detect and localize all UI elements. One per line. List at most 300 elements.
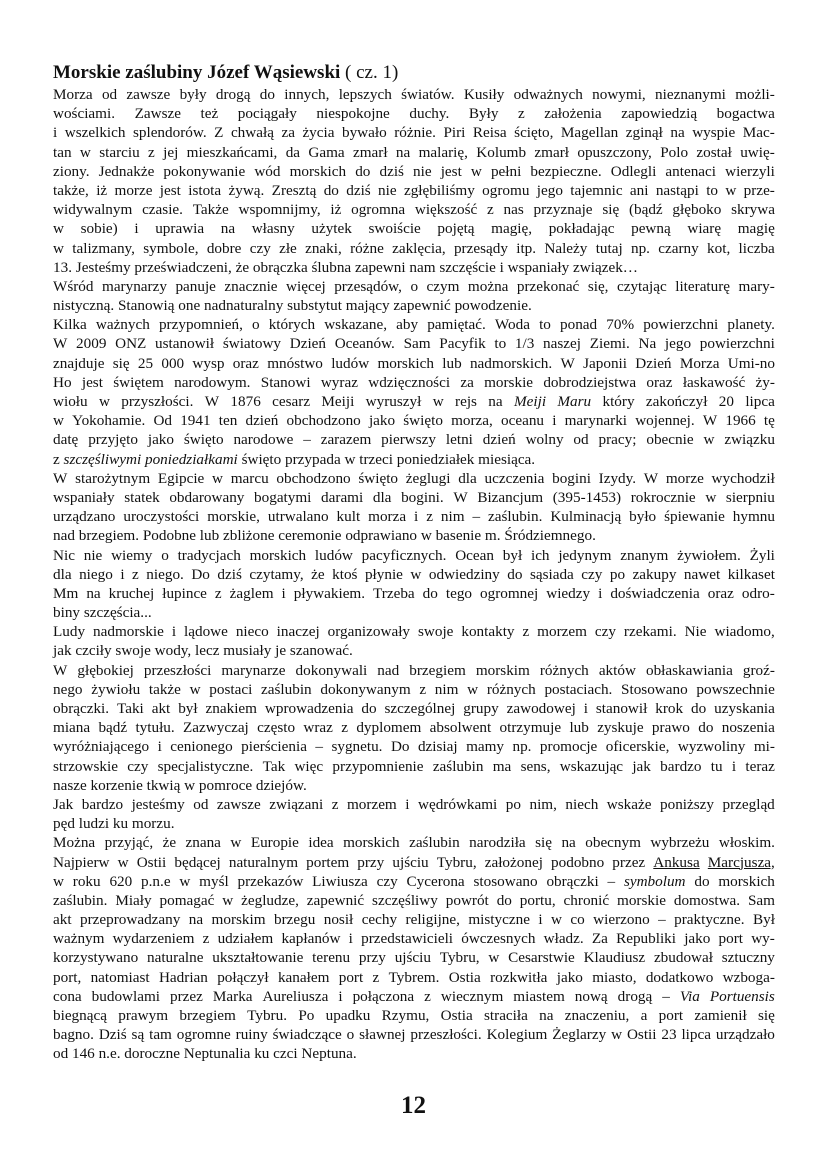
word: starciu: [99, 143, 140, 161]
word: cona: [53, 987, 82, 1005]
text-line: [53, 430, 775, 449]
word: zarazem: [320, 431, 372, 449]
word: Zazwyczaj: [183, 719, 249, 737]
word: i: [171, 623, 177, 641]
word: W: [53, 661, 68, 679]
word: przy: [357, 853, 385, 871]
word: morskie: [484, 373, 534, 391]
word: Meiji: [513, 393, 547, 410]
text-line: [53, 737, 775, 756]
word: było: [629, 508, 657, 526]
word: przesądów,: [334, 277, 402, 295]
page-number: 12: [401, 1092, 426, 1119]
word: Podobne: [142, 527, 196, 545]
word: iż: [96, 181, 108, 199]
word: 13.: [53, 258, 72, 276]
word: też: [200, 105, 219, 123]
word: Reisa: [472, 124, 507, 142]
word: zakupy: [632, 565, 677, 583]
word: dobre: [206, 239, 242, 257]
word: łaskawość: [682, 373, 746, 391]
word: naturalnym: [228, 853, 299, 871]
word: różnych: [486, 680, 536, 698]
word: zyskuje: [597, 719, 644, 737]
word: zaślubin: [409, 834, 460, 852]
word: rokrocznie: [630, 488, 696, 506]
word: podobno: [551, 853, 605, 871]
word: utrwalano: [267, 508, 329, 526]
word: na: [561, 834, 576, 852]
word: ludów: [331, 354, 370, 372]
word: od: [53, 1045, 69, 1063]
text-line: [53, 219, 775, 238]
word: na: [670, 124, 685, 142]
word: upadku: [325, 1007, 371, 1024]
word: Klaudiusz: [583, 949, 646, 967]
word: ży-: [755, 373, 775, 391]
word: Ostia: [440, 1007, 473, 1024]
word: 1941: [180, 412, 211, 430]
word: przekazów: [237, 872, 304, 890]
word: 25: [137, 354, 154, 372]
word: one: [178, 297, 201, 315]
word: talizmany,: [72, 239, 135, 257]
word: dziejów.: [255, 776, 307, 794]
word: wybrzeżu: [650, 834, 710, 852]
word: oceanu: [501, 412, 545, 430]
word: myśl: [199, 872, 229, 890]
word: czytamy,: [249, 565, 304, 583]
word: o: [346, 1026, 355, 1044]
word: Neptunalia: [183, 1045, 251, 1063]
word: odprawiano: [345, 527, 418, 545]
word: od: [101, 86, 118, 103]
word: z: [419, 680, 427, 698]
word: dokonywanym: [320, 680, 411, 698]
word: ani: [629, 181, 649, 199]
word: sztuczny: [721, 949, 775, 967]
word: Taki: [117, 700, 144, 717]
paragraph: [53, 315, 775, 469]
word: wyspie: [692, 124, 736, 142]
word: w: [189, 680, 201, 698]
word: ogromu: [482, 181, 530, 199]
word: Dzień: [635, 354, 672, 372]
word: większość: [414, 201, 478, 219]
word: cenionego: [170, 738, 233, 756]
text-line: [53, 987, 775, 1006]
word: prze-: [743, 181, 775, 199]
word: widywalnym: [53, 201, 133, 219]
word: Najpierw: [53, 853, 110, 871]
word: Kusiły: [463, 86, 505, 103]
word: noszenia: [721, 719, 775, 737]
text-line: [53, 239, 775, 258]
word: do: [507, 565, 523, 583]
word: naturalne: [146, 949, 204, 967]
word: sygnetu.: [331, 738, 383, 756]
word: wskazując: [559, 757, 624, 775]
word: kot,: [707, 239, 731, 257]
text-line: [53, 853, 775, 872]
word: zawsze: [216, 795, 261, 813]
word: portem: [306, 853, 350, 871]
text-line: [53, 181, 775, 200]
word: przypomnień,: [158, 316, 243, 334]
word: promocje: [539, 738, 598, 756]
word: –: [303, 431, 311, 449]
word: zaślubin.: [53, 891, 108, 909]
word: w: [53, 412, 64, 430]
word: chronić: [563, 891, 610, 909]
word: światów.: [401, 86, 455, 103]
word: i: [120, 565, 125, 583]
word: ich: [530, 546, 550, 564]
word: Żyli: [749, 546, 775, 564]
word: mnóstwo: [267, 354, 323, 372]
word: wiołu: [53, 393, 88, 410]
word: można: [467, 277, 509, 295]
word: wiedzy: [546, 584, 591, 602]
word: np.: [512, 738, 532, 756]
word: nistyczną.: [53, 297, 115, 315]
article-body: [53, 85, 775, 1064]
word: morskich: [249, 546, 307, 564]
word: wyraz: [320, 373, 358, 391]
word: cechy: [361, 911, 398, 929]
word: wyzwoliny: [677, 738, 746, 756]
word: różne: [350, 239, 384, 257]
word: za: [460, 373, 474, 391]
word: Gama: [308, 143, 345, 161]
word: w: [470, 162, 482, 180]
word: –: [658, 911, 666, 929]
paragraph: [53, 277, 775, 315]
word: kanałem: [277, 968, 330, 986]
word: rzekami.: [623, 623, 677, 641]
word: kontakty: [461, 623, 515, 641]
word: czci: [273, 1045, 298, 1063]
word: to: [494, 335, 507, 353]
word: przekonać: [516, 277, 580, 295]
word: hymnu: [732, 508, 775, 526]
word: święto: [358, 469, 399, 487]
word: pierścienia: [241, 738, 307, 756]
word: wskaże: [606, 795, 652, 813]
link-text: Marcjusza,: [707, 853, 775, 871]
word: lub: [569, 719, 589, 737]
word: znaczeniu,: [564, 1007, 630, 1024]
word: w: [222, 891, 234, 909]
word: morskich: [718, 872, 775, 890]
word: nad: [53, 527, 75, 545]
word: nego: [53, 680, 83, 698]
word: Ludy: [53, 623, 86, 641]
word: Kolumb: [476, 143, 527, 161]
word: różnie.: [394, 124, 436, 142]
word: Odlegli: [610, 162, 657, 180]
word: port: [658, 1007, 684, 1024]
word: otrzymuje: [499, 719, 562, 737]
word: Japonii: [583, 354, 627, 372]
word: nim: [434, 680, 459, 698]
word: święto: [403, 412, 443, 430]
word: sobie): [80, 220, 118, 238]
word: dodatkowo: [645, 968, 714, 986]
text-line: [53, 1025, 775, 1044]
word: nim,: [529, 795, 557, 813]
word: w: [53, 872, 64, 890]
word: akt: [151, 700, 171, 717]
word: marynarze: [221, 661, 286, 679]
text-line: [53, 392, 775, 411]
word: z: [487, 201, 494, 219]
word: Kulminacją: [550, 508, 622, 526]
word: się: [602, 201, 620, 219]
word: ogromna: [351, 201, 406, 219]
word: żaglem: [229, 584, 274, 602]
word: ponad: [560, 316, 598, 334]
text-line: [53, 123, 775, 142]
word: się: [535, 834, 552, 852]
word: morza: [368, 508, 407, 526]
word: zgłębiliśmy: [403, 181, 475, 199]
word: tę: [763, 412, 775, 430]
word: urządzało: [715, 1026, 775, 1044]
word: brzegiem: [409, 661, 466, 679]
word: Piri: [443, 124, 466, 142]
word: tu: [710, 757, 723, 775]
word: basenie: [435, 527, 482, 545]
text-line: [53, 469, 775, 488]
word: Sam: [747, 891, 775, 909]
word: brzegiem.: [78, 527, 140, 545]
word: bogini: [552, 469, 591, 487]
word: lub: [199, 527, 220, 545]
paragraph: [53, 833, 775, 1063]
word: wspaniały: [507, 258, 570, 276]
word: mi-: [753, 738, 775, 756]
word: lipca: [681, 1026, 711, 1044]
text-line: [53, 699, 775, 718]
word: bogini.: [401, 488, 444, 506]
word: narodziła: [469, 834, 526, 852]
word: morskich: [343, 834, 400, 852]
word: wspomnijmy,: [238, 201, 321, 219]
word: morzem: [346, 795, 397, 813]
word: Magellan: [560, 124, 619, 142]
word: w: [79, 143, 91, 161]
word: Bizancjum: [477, 488, 544, 506]
word: wyruszył: [365, 393, 422, 410]
word: Egipcie: [157, 469, 205, 487]
word: nam: [409, 258, 436, 276]
word: przegląd: [722, 795, 775, 813]
word: wierzyli: [725, 162, 775, 180]
word: Republiki: [616, 930, 676, 948]
word: na: [86, 584, 101, 602]
word: obchodzono: [276, 469, 351, 487]
word: świadczące: [272, 1026, 342, 1044]
word: morskich: [289, 162, 347, 180]
word: p.n.e: [141, 872, 171, 890]
word: z: [132, 565, 139, 583]
word: straciła: [484, 1007, 528, 1024]
word: Kolegium: [486, 1026, 548, 1044]
word: ludzi: [78, 815, 110, 833]
word: antenaci: [665, 162, 717, 180]
word: różnych: [539, 661, 589, 679]
word: Mac-: [742, 124, 775, 142]
text-line: [53, 296, 775, 315]
word: Do: [390, 738, 410, 756]
word: 1966: [725, 412, 756, 430]
word: Do: [191, 565, 210, 583]
word: (395-1453): [552, 488, 622, 506]
word: się,: [587, 277, 609, 295]
word: szczęścia...: [83, 604, 152, 622]
word: w: [117, 853, 129, 871]
word: ogromnej: [480, 584, 539, 602]
word: swoje: [115, 642, 151, 660]
word: Śródziemnego.: [504, 527, 596, 545]
word: a: [640, 1007, 648, 1024]
word: kruchej: [108, 584, 155, 602]
word: jego: [536, 181, 563, 199]
word: lecz: [195, 642, 220, 660]
word: teraz: [745, 757, 775, 775]
word: Ocean: [455, 546, 494, 564]
word: w: [53, 220, 64, 238]
word: się: [758, 1007, 775, 1024]
word: czy: [376, 872, 398, 890]
word: pęd: [53, 815, 75, 833]
word: 70%: [606, 316, 635, 334]
text-line: [53, 411, 775, 430]
word: malarię,: [418, 143, 468, 161]
word: przy: [358, 949, 386, 967]
word: nasze: [53, 776, 87, 794]
word: ku: [112, 815, 129, 833]
text-line: [53, 948, 775, 967]
word: że: [162, 834, 177, 852]
word: Pacyfik: [439, 335, 486, 353]
word: w: [488, 949, 500, 967]
word: absolwent: [429, 719, 492, 737]
word: i: [538, 911, 543, 929]
word: powrót: [445, 891, 489, 909]
word: przeświadczeni,: [134, 258, 232, 276]
word: zakończył: [645, 393, 708, 410]
word: Rzymu,: [381, 1007, 430, 1024]
word: pojętą: [437, 220, 475, 238]
word: w: [420, 527, 432, 545]
word: tan: [53, 143, 72, 161]
word: inaczej: [276, 623, 320, 641]
word: Nie: [684, 623, 707, 641]
text-line: [53, 162, 775, 181]
word: drogą: [215, 86, 251, 103]
word: –: [607, 872, 616, 890]
word: brzegiem: [179, 1007, 236, 1024]
word: ślubna: [311, 258, 352, 276]
word: Należy: [544, 239, 588, 257]
word: Za: [591, 930, 608, 948]
word: lepszych: [338, 86, 392, 103]
word: nadmorskich.: [469, 354, 553, 372]
word: dokonywali: [295, 661, 368, 679]
word: akt: [53, 911, 72, 929]
word: statek: [124, 488, 160, 506]
text-line: [53, 584, 775, 603]
word: z: [202, 930, 210, 948]
word: darami: [321, 488, 364, 506]
text-line: [53, 488, 775, 507]
word: biny: [53, 604, 81, 622]
word: –: [662, 987, 670, 1005]
word: się: [112, 354, 130, 372]
text-line: [53, 776, 775, 795]
word: są: [131, 1026, 145, 1044]
word: szczęśliwymi: [63, 450, 142, 468]
word: Neptuna.: [301, 1045, 357, 1063]
word: nad: [377, 661, 400, 679]
word: wraz: [303, 719, 333, 737]
word: Miały: [115, 891, 152, 909]
word: wychodził: [711, 469, 775, 487]
word: do: [691, 700, 707, 717]
word: uwię-: [740, 143, 775, 161]
word: Stanowi: [260, 373, 311, 391]
word: tkwią: [146, 776, 181, 794]
word: po: [505, 795, 521, 813]
word: ceremonie: [278, 527, 342, 545]
word: zawsze: [126, 86, 171, 103]
word: poniedziałek: [396, 450, 475, 468]
word: swoiście: [368, 220, 421, 238]
word: 620: [109, 872, 133, 890]
word: i: [157, 738, 162, 756]
word: ONZ: [115, 335, 147, 353]
word: nadmorskie: [93, 623, 164, 641]
word: Umi-no: [727, 354, 775, 372]
text-line: [53, 718, 775, 737]
word: jest: [159, 181, 181, 199]
word: z: [522, 623, 530, 641]
word: często: [257, 719, 296, 737]
word: doroczne: [124, 1045, 180, 1063]
word: wody,: [154, 642, 192, 660]
word: organizowały: [327, 623, 411, 641]
word: Zresztą: [271, 181, 317, 199]
word: morskim: [211, 911, 266, 929]
word: lądowe: [184, 623, 228, 641]
word: powierzchni: [643, 316, 719, 334]
text-line: [53, 641, 775, 660]
word: ścięto,: [514, 124, 554, 142]
word: mary-: [738, 277, 775, 295]
text-line: [53, 968, 775, 987]
word: Cycerona: [406, 872, 465, 890]
word: Polo: [660, 143, 689, 161]
word: miasto,: [592, 968, 637, 986]
word: Tak: [262, 757, 286, 775]
word: istota: [188, 181, 222, 199]
word: znaki,: [305, 239, 342, 257]
text-line: [53, 833, 775, 852]
word: idea: [308, 834, 334, 852]
word: Tybru,: [436, 853, 477, 871]
